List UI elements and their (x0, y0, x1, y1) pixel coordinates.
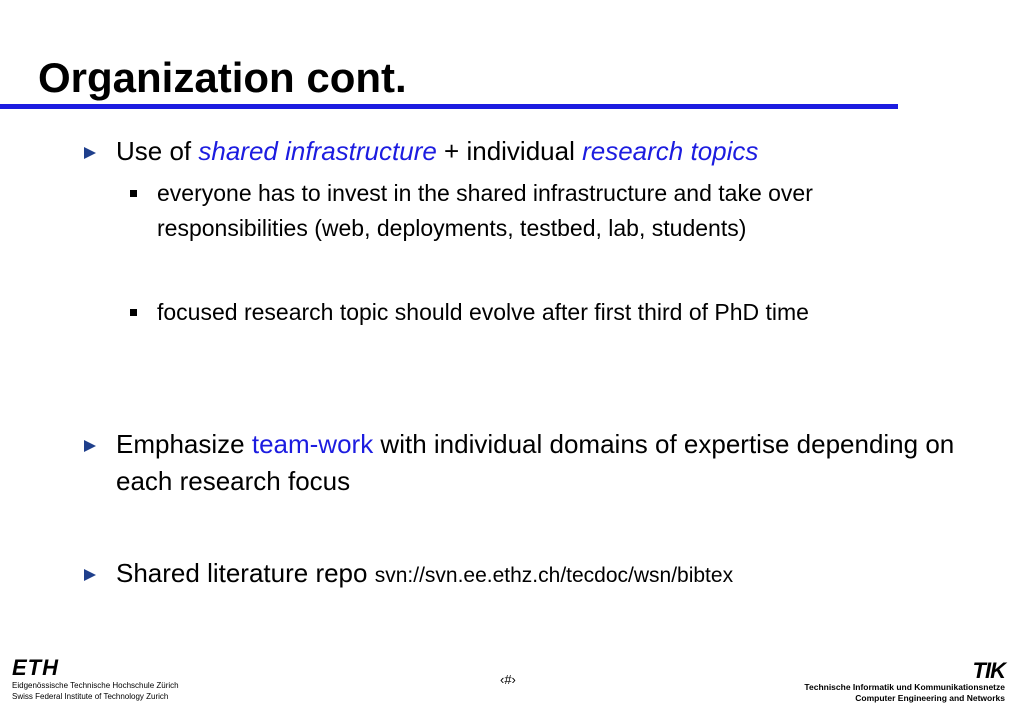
page-number: ‹#› (500, 672, 516, 687)
dept-name-english: Computer Engineering and Networks (855, 693, 1005, 703)
bullet-shared-infrastructure (116, 133, 966, 170)
arrow-bullet-icon (84, 569, 96, 581)
sub-bullet-text: everyone has to invest in the shared infrastructure and take over responsibilities (web, deployments, testbed, lab, students) (157, 180, 813, 241)
eth-name-english: Swiss Federal Institute of Technology Zurich (12, 692, 169, 701)
slide-title: Organization cont. (38, 54, 407, 101)
highlight-team-work: team-work (251, 429, 374, 459)
highlight-shared-infrastructure: shared infrastructure (198, 136, 437, 166)
dept-name-german: Technische Informatik und Kommunikationsnetze (804, 682, 1005, 692)
sub-bullet-focused-topic (157, 295, 937, 330)
bullet-text-mid: + individual (436, 136, 583, 166)
bullet-text-pre: Emphasize (116, 429, 252, 459)
bullet-text-pre: Use of (116, 136, 199, 166)
sub-bullet-invest (157, 176, 937, 246)
bullet-team-work (116, 426, 966, 500)
bullet-text-post: with individual domains of expertise depending on each research focus (116, 429, 955, 496)
arrow-bullet-icon (84, 440, 96, 452)
bullet-literature-repo (116, 555, 966, 594)
eth-logo: ETH (12, 655, 59, 680)
arrow-bullet-icon (84, 147, 96, 159)
square-bullet-icon (130, 309, 137, 316)
sub-bullet-text: focused research topic should evolve after first third of PhD time (157, 299, 809, 325)
tik-footer (804, 660, 1005, 704)
tik-logo: TIK (972, 658, 1005, 683)
repo-url: svn://svn.ee.ethz.ch/tecdoc/wsn/bibtex (374, 564, 734, 587)
eth-footer (12, 656, 179, 702)
square-bullet-icon (130, 190, 137, 197)
highlight-research-topics: research topics (582, 136, 759, 166)
bullet-text: Shared literature repo (116, 558, 375, 588)
eth-name-german: Eidgenössische Technische Hochschule Zürich (12, 681, 179, 690)
